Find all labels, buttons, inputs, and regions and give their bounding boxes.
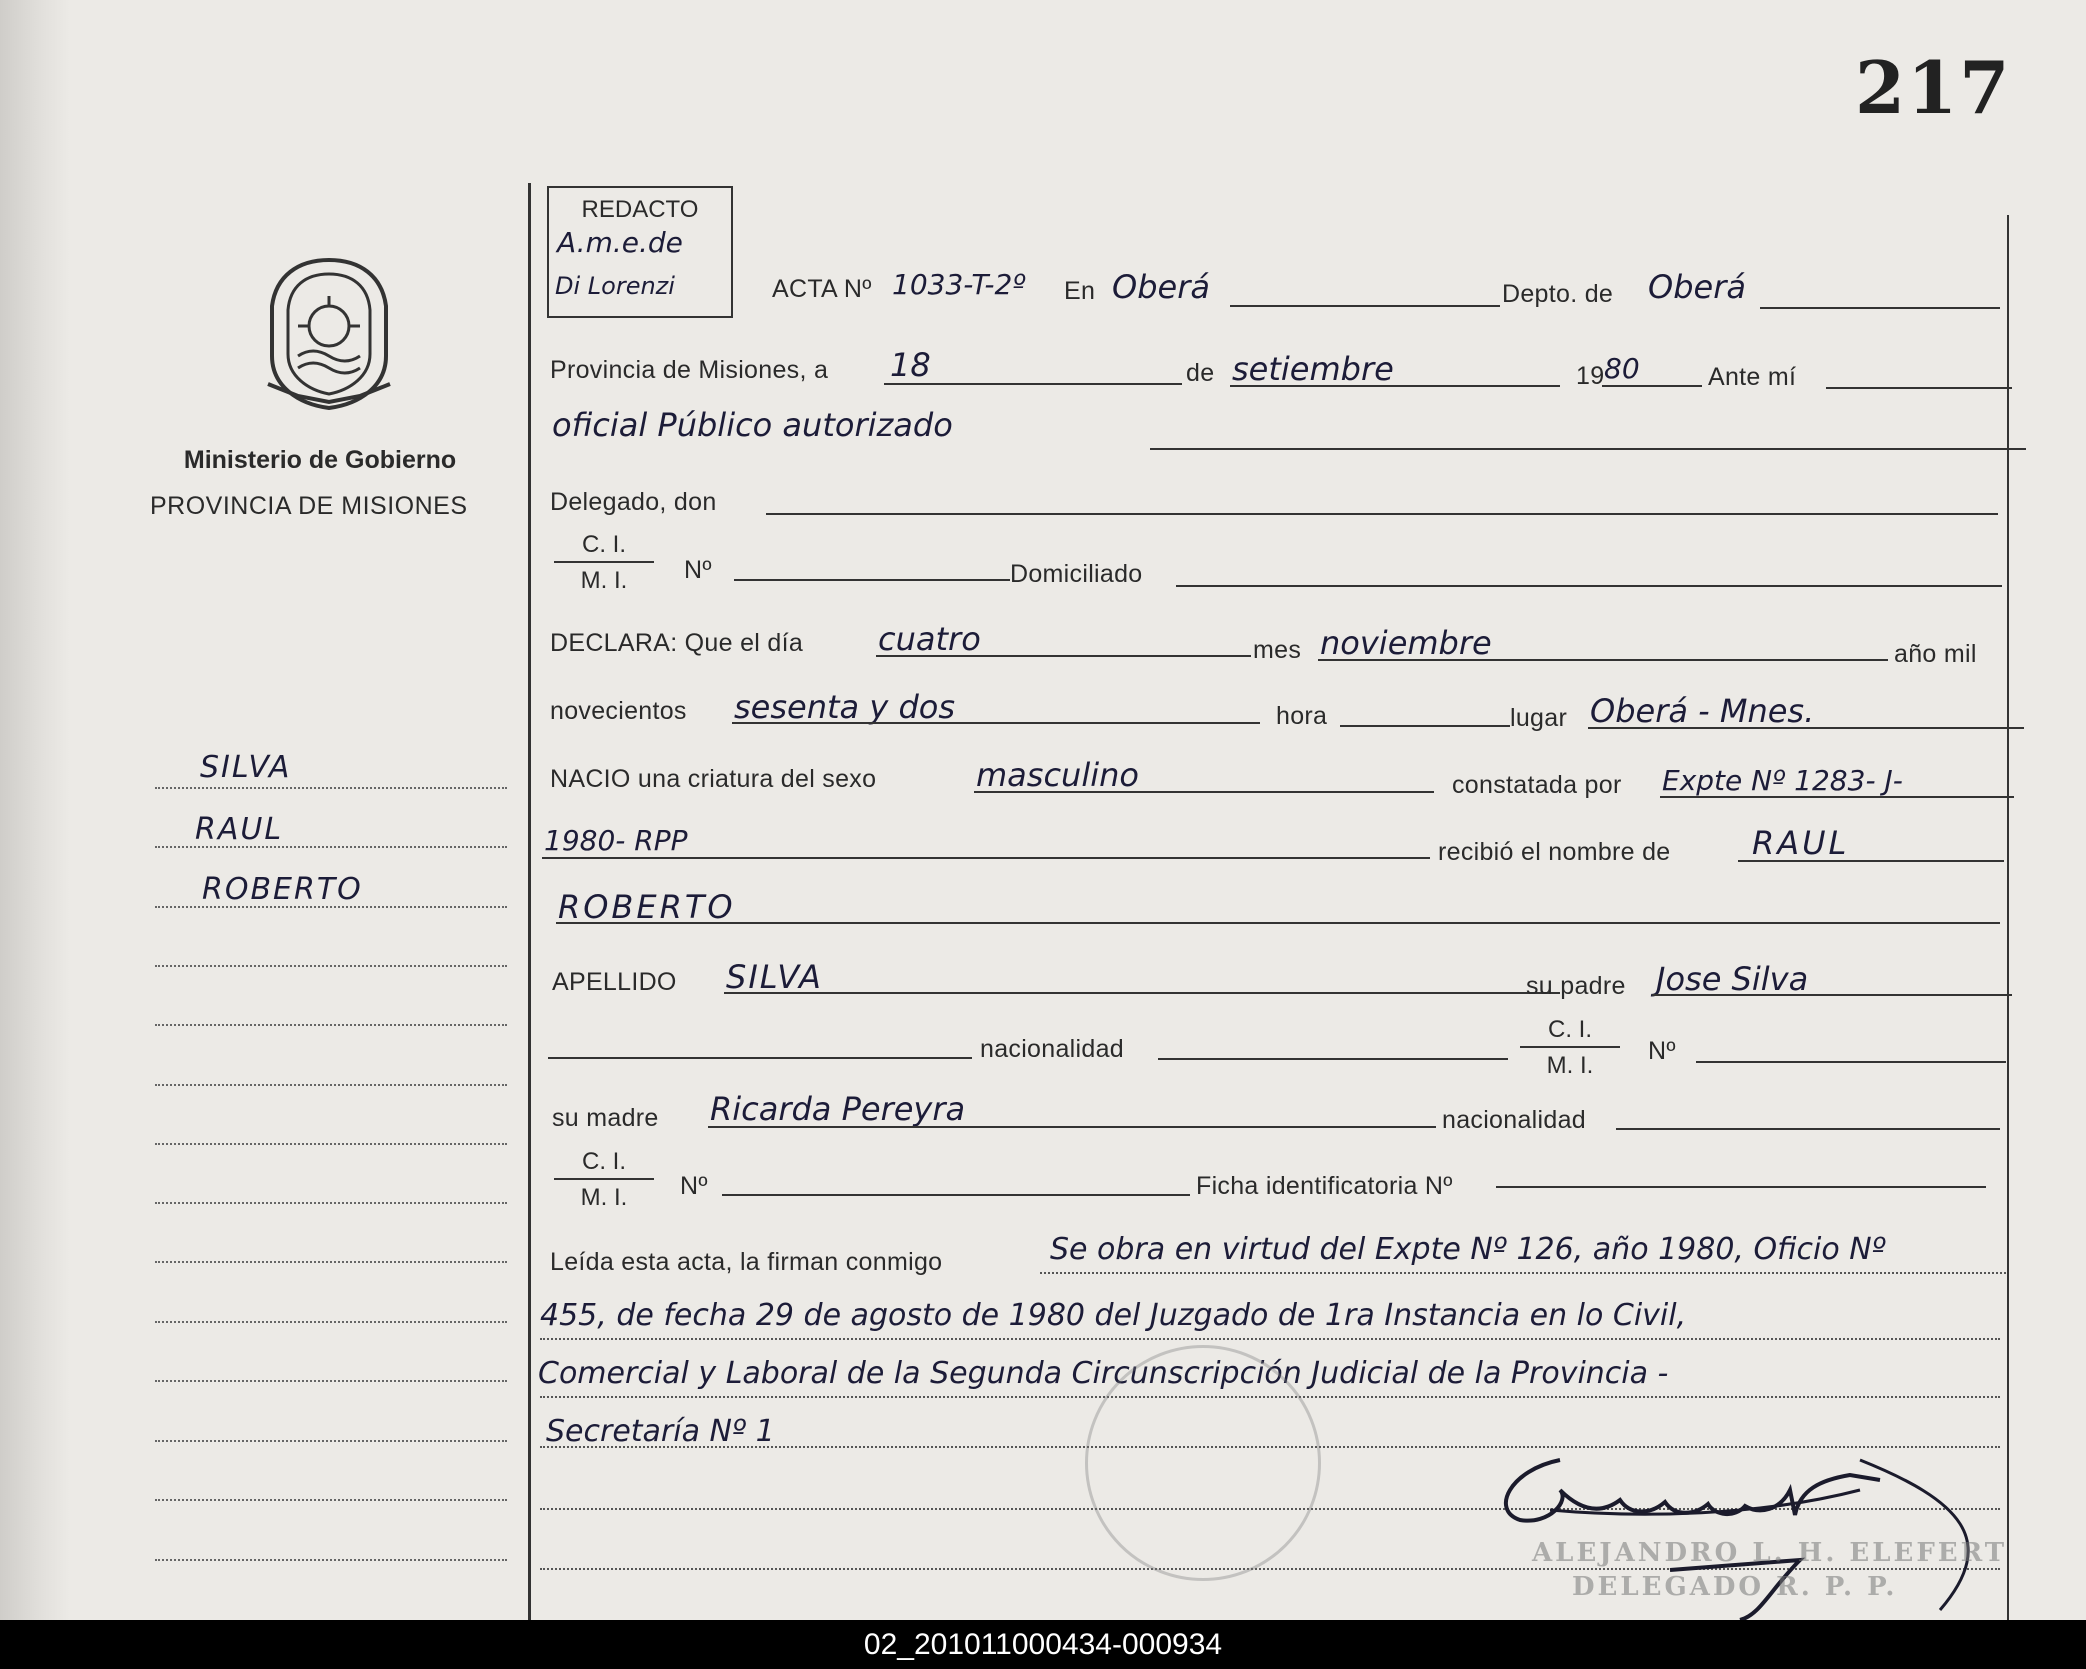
lugar-value: Oberá - Mnes. bbox=[1590, 692, 1815, 730]
official-round-stamp bbox=[1085, 1345, 1321, 1581]
constatada-value: Expte Nº 1283- J- bbox=[1662, 764, 1903, 797]
madre-value: Ricarda Pereyra bbox=[710, 1090, 966, 1128]
padre-label: su padre bbox=[1526, 972, 1626, 1000]
depto-line bbox=[1760, 307, 2000, 309]
province-title: PROVINCIA DE MISIONES bbox=[150, 492, 468, 520]
padre-value: Jose Silva bbox=[1656, 960, 1809, 998]
margin-line bbox=[155, 787, 507, 789]
en-line bbox=[1230, 305, 1500, 307]
mes-value: noviembre bbox=[1320, 624, 1492, 662]
provincia-label: Provincia de Misiones, a bbox=[550, 356, 829, 384]
anio-mil-label: año mil bbox=[1894, 640, 1977, 668]
official-line bbox=[1150, 448, 2026, 450]
page-fold-shadow bbox=[0, 0, 70, 1620]
leida-text-3: Comercial y Laboral de la Segunda Circunscripción Judicial de la Provincia - bbox=[538, 1356, 1669, 1391]
declara-label: DECLARA: Que el día bbox=[550, 629, 804, 657]
ci-label: C. I. bbox=[554, 1148, 654, 1180]
hora-label: hora bbox=[1276, 702, 1328, 730]
ci-label: C. I. bbox=[554, 531, 654, 563]
depto-place: Oberá bbox=[1648, 268, 1746, 306]
madre-no-line bbox=[722, 1194, 1190, 1196]
margin-line bbox=[155, 1499, 507, 1501]
sexo-line bbox=[974, 791, 1434, 793]
leida-line-1 bbox=[1040, 1272, 2006, 1274]
margin-line bbox=[155, 1261, 507, 1263]
apellido-label: APELLIDO bbox=[552, 968, 677, 996]
delegado-line bbox=[766, 513, 1998, 515]
form-right-border bbox=[2007, 215, 2009, 1620]
day-value: 18 bbox=[890, 346, 931, 384]
padre-ci-mi bbox=[1520, 1016, 1620, 1080]
delegate-stamp-name: ALEJANDRO L. H. ELEFERT bbox=[1532, 1538, 2008, 1568]
madre-line bbox=[708, 1126, 1436, 1128]
margin-given-name-2: ROBERTO bbox=[202, 872, 363, 907]
recibio-label: recibió el nombre de bbox=[1438, 838, 1671, 866]
mes-label: mes bbox=[1253, 636, 1302, 664]
ficha-label: Ficha identificatoria Nº bbox=[1196, 1172, 1453, 1200]
constatada-line bbox=[1660, 796, 2014, 798]
padre-line bbox=[1652, 994, 2012, 996]
novecientos-value: sesenta y dos bbox=[734, 688, 955, 726]
redacto-box bbox=[547, 186, 733, 318]
apellido-value: SILVA bbox=[726, 958, 823, 996]
de-label: de bbox=[1186, 359, 1215, 387]
novecientos-label: novecientos bbox=[550, 697, 687, 725]
nacio-label: NACIO una criatura del sexo bbox=[550, 765, 877, 793]
leida-text-1: Se obra en virtud del Expte Nº 126, año 1980, Oficio Nº bbox=[1050, 1232, 1886, 1267]
mi-label: M. I. bbox=[1546, 1052, 1594, 1079]
sexo-value: masculino bbox=[976, 756, 1139, 794]
novecientos-line bbox=[732, 722, 1260, 724]
mes-line bbox=[1318, 659, 1888, 661]
margin-line bbox=[155, 1380, 507, 1382]
en-place: Oberá bbox=[1112, 268, 1210, 306]
mi-label: M. I. bbox=[580, 1184, 628, 1211]
margin-surname: SILVA bbox=[200, 750, 292, 785]
constatada-label: constatada por bbox=[1452, 771, 1622, 799]
ficha-line bbox=[1496, 1186, 1986, 1188]
padre-nacionalidad-line bbox=[1158, 1058, 1508, 1060]
domiciliado-line bbox=[1176, 585, 2002, 587]
acta-label: ACTA Nº bbox=[772, 275, 872, 303]
madre-nacionalidad-label: nacionalidad bbox=[1442, 1106, 1586, 1134]
ante-label: Ante mí bbox=[1708, 363, 1797, 391]
madre-label: su madre bbox=[552, 1104, 659, 1132]
page-number: 217 bbox=[1855, 45, 2012, 130]
constatada-line-2 bbox=[542, 857, 1430, 859]
delegado-ci-mi bbox=[554, 531, 654, 595]
year-line bbox=[1602, 385, 1702, 387]
ante-line bbox=[1826, 387, 2012, 389]
delegate-stamp-title: DELEGADO R. P. P. bbox=[1572, 1572, 1898, 1602]
dia-line bbox=[876, 655, 1251, 657]
leida-label: Leída esta acta, la firman conmigo bbox=[550, 1248, 943, 1276]
scan-footer-id: 02_201011000434-000934 bbox=[0, 1620, 2086, 1669]
acta-number: 1033-T-2º bbox=[892, 268, 1026, 301]
margin-line bbox=[155, 1024, 507, 1026]
nombre-line-2 bbox=[556, 922, 2000, 924]
redacto-label: REDACTO bbox=[581, 196, 699, 223]
padre-no-label: Nº bbox=[1648, 1037, 1676, 1065]
padre-nacionalidad-pre-line bbox=[548, 1057, 972, 1059]
leida-text-4: Secretaría Nº 1 bbox=[546, 1414, 775, 1449]
leida-line-2 bbox=[540, 1338, 2000, 1340]
madre-ci-mi bbox=[554, 1148, 654, 1212]
lugar-line bbox=[1588, 727, 2024, 729]
margin-line bbox=[155, 965, 507, 967]
apellido-line bbox=[724, 992, 1560, 994]
padre-no-line bbox=[1696, 1061, 2006, 1063]
year-value: 80 bbox=[1604, 352, 1640, 385]
padre-nacionalidad-label: nacionalidad bbox=[980, 1035, 1124, 1063]
margin-line bbox=[155, 1202, 507, 1204]
year-prefix: 19 bbox=[1576, 362, 1605, 390]
delegado-no-line bbox=[734, 579, 1010, 581]
ci-label: C. I. bbox=[1520, 1016, 1620, 1048]
leida-text-2: 455, de fecha 29 de agosto de 1980 del Juzgado de 1ra Instancia en lo Civil, bbox=[540, 1298, 1687, 1333]
margin-line bbox=[155, 1084, 507, 1086]
redacto-name: Di Lorenzi bbox=[555, 272, 675, 300]
day-line bbox=[884, 383, 1182, 385]
ministry-title: Ministerio de Gobierno bbox=[183, 446, 457, 474]
margin-line bbox=[155, 1321, 507, 1323]
delegado-no-label: Nº bbox=[684, 556, 712, 584]
nombre-value: RAUL bbox=[1752, 824, 1850, 862]
domiciliado-label: Domiciliado bbox=[1010, 560, 1143, 588]
constatada-value-2: 1980- RPP bbox=[544, 824, 688, 857]
madre-nacionalidad-line bbox=[1616, 1128, 2000, 1130]
redacto-initials: A.m.e.de bbox=[557, 226, 683, 259]
month-value: setiembre bbox=[1232, 350, 1394, 388]
mi-label: M. I. bbox=[580, 567, 628, 594]
lugar-label: lugar bbox=[1510, 704, 1568, 732]
margin-line bbox=[155, 1559, 507, 1561]
delegado-label: Delegado, don bbox=[550, 488, 717, 516]
month-line bbox=[1230, 385, 1560, 387]
en-label: En bbox=[1064, 277, 1096, 305]
depto-label: Depto. de bbox=[1502, 280, 1614, 308]
dia-value: cuatro bbox=[878, 620, 981, 658]
margin-line bbox=[155, 1143, 507, 1145]
hora-line bbox=[1340, 725, 1510, 727]
form-left-border bbox=[528, 183, 531, 1620]
province-seal-icon bbox=[258, 256, 400, 412]
nombre-value-2: ROBERTO bbox=[558, 888, 736, 926]
margin-given-name-1: RAUL bbox=[195, 812, 284, 847]
official-value: oficial Público autorizado bbox=[552, 406, 953, 444]
madre-no-label: Nº bbox=[680, 1172, 708, 1200]
margin-line bbox=[155, 1440, 507, 1442]
nombre-line bbox=[1738, 860, 2004, 862]
